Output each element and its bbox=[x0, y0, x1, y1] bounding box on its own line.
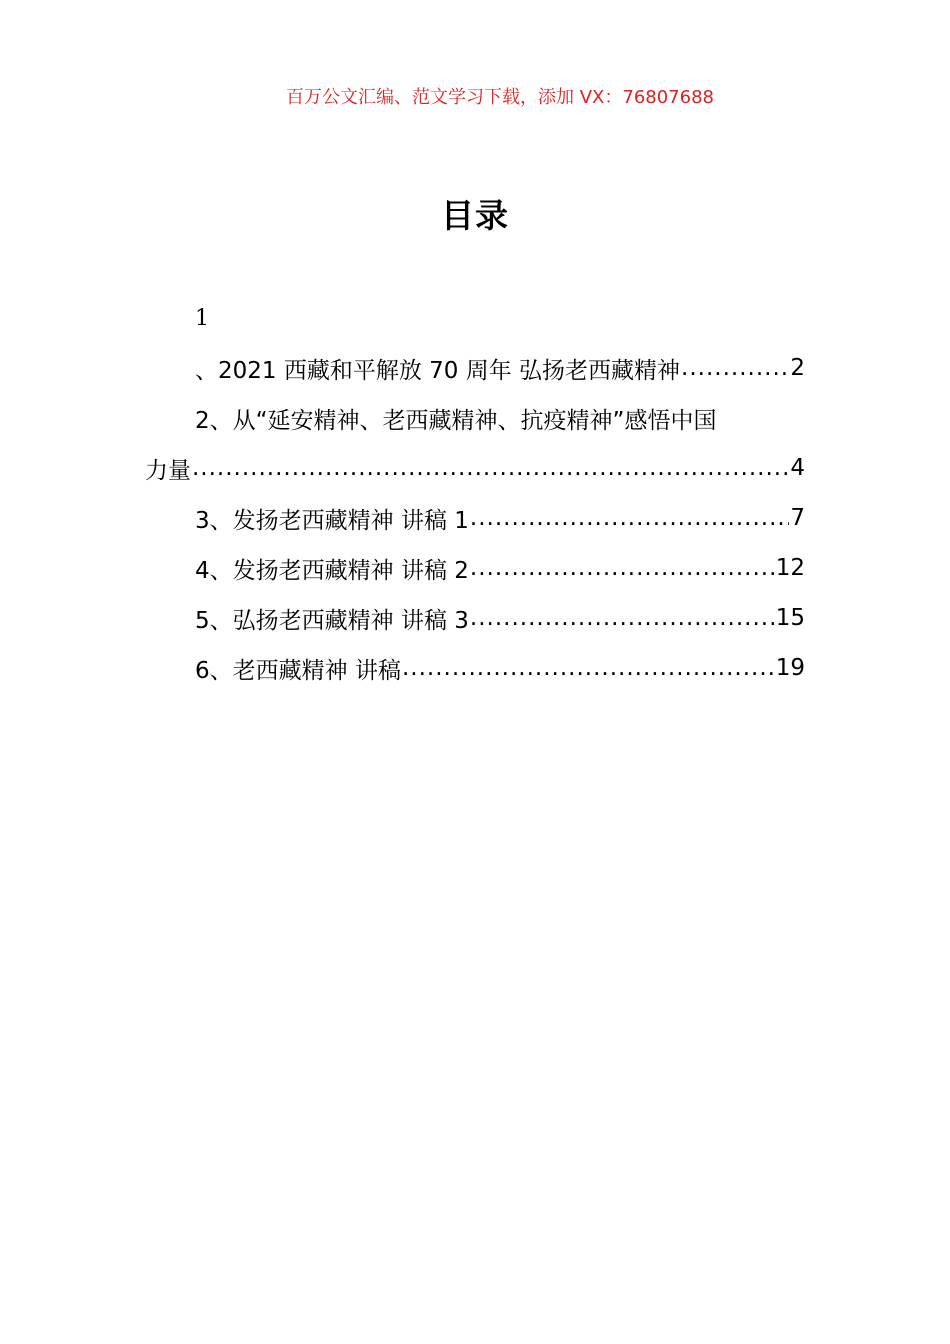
dot-leader bbox=[681, 355, 789, 381]
toc-entry-1[interactable] bbox=[145, 348, 805, 388]
toc-entry-title: 2、从“延安精神、老西藏精神、抗疫精神”感悟中国 bbox=[195, 407, 717, 434]
toc-entry-title: 、2021 西藏和平解放 70 周年 弘扬老西藏精神 bbox=[195, 357, 681, 384]
toc-entry-page: 4 bbox=[790, 455, 805, 481]
toc-entry-page: 15 bbox=[775, 605, 805, 631]
dot-leader bbox=[402, 655, 775, 681]
toc-item-1-number: 1 bbox=[195, 306, 209, 331]
toc-entry-2-line2[interactable] bbox=[145, 448, 805, 488]
header-watermark-note: 百万公文汇编、范文学习下载，添加 VX：76807688 bbox=[286, 87, 714, 108]
toc-entry-page: 19 bbox=[775, 655, 805, 681]
toc-entry-title-continued: 力量 bbox=[145, 457, 191, 484]
toc-entry-title: 3、发扬老西藏精神 讲稿 1 bbox=[195, 507, 469, 534]
toc-entry-3[interactable] bbox=[145, 498, 805, 538]
toc-entry-page: 2 bbox=[790, 355, 805, 381]
dot-leader bbox=[470, 605, 775, 631]
dot-leader bbox=[192, 455, 789, 481]
page-title: 目录 bbox=[441, 196, 509, 235]
toc-entry-title: 5、弘扬老西藏精神 讲稿 3 bbox=[195, 607, 469, 634]
toc-entry-2-line1[interactable] bbox=[145, 398, 805, 438]
dot-leader bbox=[470, 555, 775, 581]
toc-entry-6[interactable] bbox=[145, 648, 805, 688]
toc-entry-title: 6、老西藏精神 讲稿 bbox=[195, 657, 401, 684]
toc-entry-page: 7 bbox=[790, 505, 805, 531]
dot-leader bbox=[470, 505, 789, 531]
toc-entry-title: 4、发扬老西藏精神 讲稿 2 bbox=[195, 557, 469, 584]
toc-entry-5[interactable] bbox=[145, 598, 805, 638]
toc-entry-4[interactable] bbox=[145, 548, 805, 588]
toc-entry-page: 12 bbox=[775, 555, 805, 581]
